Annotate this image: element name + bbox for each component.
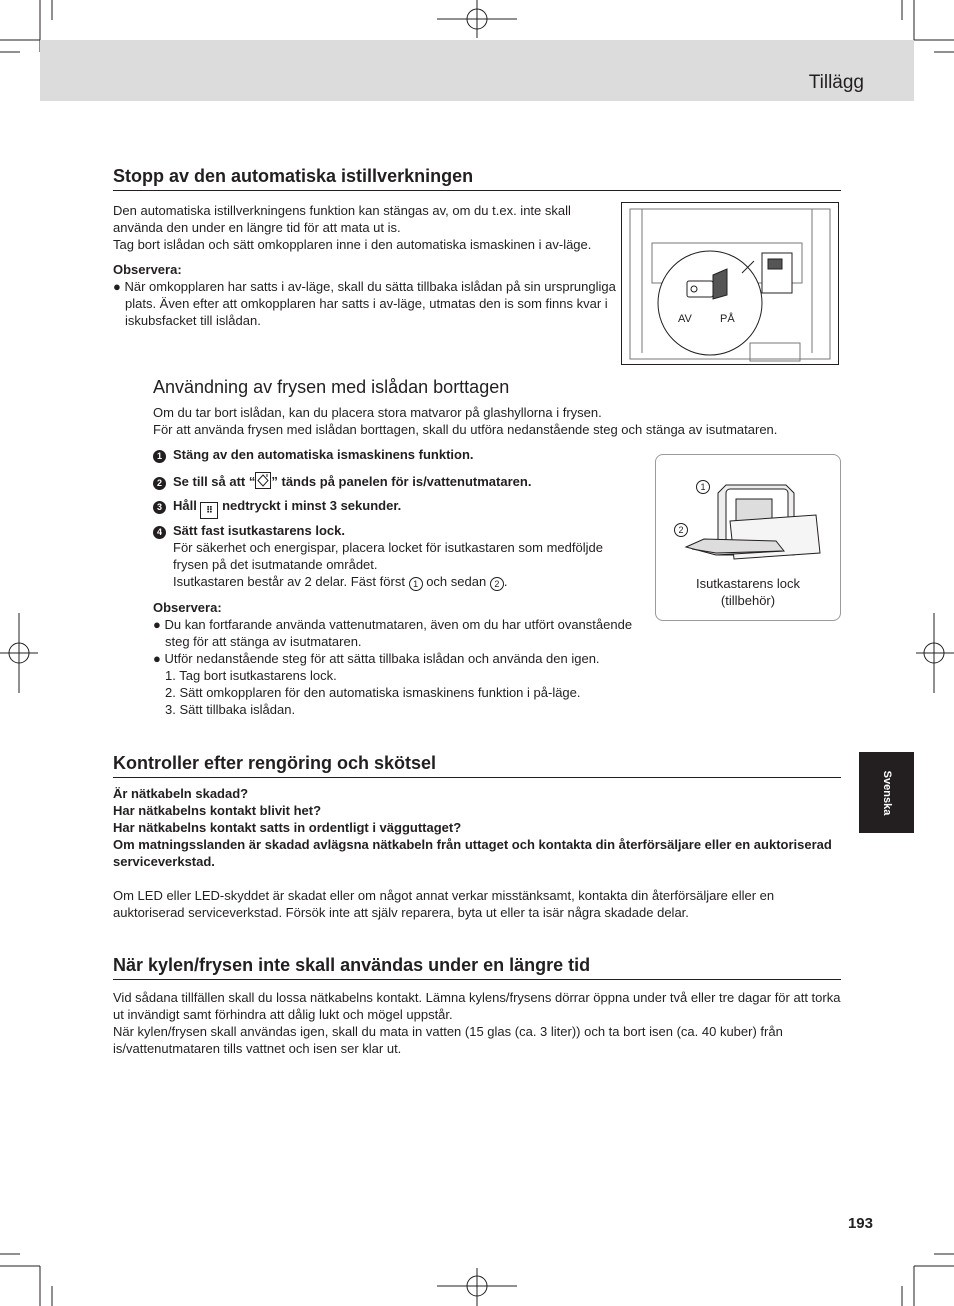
note-bullet: ● När omkopplaren har satts i av-läge, skall du sätta tillbaka islådan på sin ursprungliga plats. Även efter att omkopplaren har satts i av-läge, utmatas den is som finns kvar i iskubsfacket till islådan. <box>113 279 616 328</box>
step-1 <box>153 446 474 463</box>
section4-body <box>113 989 841 1057</box>
figure-caption <box>656 575 840 609</box>
figure-caption-line: (tillbehör) <box>720 593 776 608</box>
section2-paragraph: Om du tar bort islådan, kan du placera stora matvaror på glashyllorna i frysen. <box>153 405 602 420</box>
step-2 <box>153 472 531 490</box>
sub-step: 1. Tag bort isutkastarens lock. <box>165 668 337 683</box>
section1-paragraph: Tag bort islådan och sätt omkopplaren inne i den automatiska ismaskinen i av-läge. <box>113 237 592 252</box>
sub-step: 2. Sätt omkopplaren för den automatiska ismaskinens funktion i på-läge. <box>165 685 581 700</box>
figure-caption-line: Isutkastarens lock <box>695 576 801 591</box>
part-marker-2: 2 <box>490 577 504 591</box>
language-tab <box>859 752 914 833</box>
sub-step: 3. Sätt tillbaka islådan. <box>165 702 296 717</box>
ice-chute-cover-illustration <box>656 455 840 570</box>
step-title: Sätt fast isutkastarens lock. <box>173 523 345 538</box>
section1-paragraph: Den automatiska istillverkningens funktion kan stängas av, om du t.ex. inte skall använda den under en längre tid för att mata ut is. <box>113 203 571 235</box>
page-number: 193 <box>847 1215 873 1232</box>
section1-body <box>113 202 617 329</box>
lock-button-icon: ⠿ <box>200 502 218 519</box>
check-question: Har nätkabelns kontakt satts in ordentligt i vägguttaget? <box>113 820 462 835</box>
step-text: nedtryckt i minst 3 sekunder. <box>222 498 402 513</box>
step-detail-text: och sedan <box>426 574 487 589</box>
subsection-heading-freezer-without-icebox: Användning av frysen med islådan borttagen <box>153 377 510 397</box>
step-number: 4 <box>153 526 166 539</box>
ice-off-icon <box>255 472 271 489</box>
page-header-title: Tillägg <box>808 72 864 93</box>
step-detail-parts <box>153 573 623 591</box>
section4-paragraph: När kylen/frysen skall användas igen, skall du mata in vatten (15 glas (ca. 3 liter)) och ta bort isen (ca. 40 kuber) från is/vattenutmataren tills vattnet och isen ser klar ut. <box>113 1024 783 1056</box>
switch-on-label: PÅ <box>720 313 735 325</box>
section2-notes <box>153 599 653 718</box>
language-tab-label: Svenska <box>880 770 893 815</box>
section-heading-checks-after-cleaning: Kontroller efter rengöring och skötsel <box>113 753 841 778</box>
section3-paragraph: Om LED eller LED-skyddet är skadat eller om något annat verkar misstänksamt, kontakta din återförsäljare eller en auktoriserad serviceverkstad. Försök inte att själv reparera, byta ut eller ta isär några skadade delar. <box>113 888 775 920</box>
ice-chute-cover-figure <box>655 454 841 621</box>
note-label: Observera: <box>113 262 182 277</box>
step-text: Stäng av den automatiska ismaskinens funktion. <box>173 447 474 462</box>
step-detail-text: Isutkastaren består av 2 delar. Fäst först <box>173 574 405 589</box>
step-number: 2 <box>153 477 166 490</box>
icemaker-switch-figure <box>621 202 839 365</box>
section4-paragraph: Vid sådana tillfällen skall du lossa nätkabelns kontakt. Lämna kylens/frysens dörrar öppna under två eller tre dagar för att torka ut invändigt samt förhindra att dålig lukt och mögel uppstår. <box>113 990 841 1022</box>
step-text: Se till så att “ <box>173 474 256 489</box>
section2-paragraph: För att använda frysen med islådan borttagen, skall du utföra nedanstående steg och stänga av isutmataren. <box>153 422 778 437</box>
step-detail: För säkerhet och energispar, placera locket för isutkastaren som medföljde frysen på det isutmatande området. <box>173 540 603 572</box>
icemaker-switch-illustration <box>622 203 838 364</box>
note-bullet: ● Du kan fortfarande använda vattenutmataren, även om du har utfört ovanstående steg för att stänga av isutmataren. <box>153 617 633 649</box>
figure-marker-1: 1 <box>696 480 710 494</box>
section3-body <box>113 785 841 921</box>
step-4 <box>153 522 623 591</box>
step-number: 1 <box>153 450 166 463</box>
header-band <box>40 40 914 101</box>
step-text: ” tänds på panelen för is/vattenutmataren. <box>271 474 532 489</box>
step-detail-text: . <box>503 574 508 589</box>
step-number: 3 <box>153 501 166 514</box>
section-heading-stop-icemaker: Stopp av den automatiska istillverkningen <box>113 166 841 191</box>
check-question: Är nätkabeln skadad? <box>113 786 249 801</box>
note-label: Observera: <box>153 600 222 615</box>
step-text: Håll <box>173 498 197 513</box>
part-marker-1: 1 <box>409 577 423 591</box>
note-bullet: ● Utför nedanstående steg för att sätta tillbaka islådan och använda den igen. <box>153 651 600 666</box>
switch-off-label: AV <box>678 313 692 325</box>
figure-marker-2: 2 <box>674 523 688 537</box>
step-3 <box>153 497 401 519</box>
check-question: Har nätkabelns kontakt blivit het? <box>113 803 322 818</box>
section2-intro <box>153 404 853 438</box>
section-heading-long-term-storage: När kylen/frysen inte skall användas under en längre tid <box>113 955 841 980</box>
check-instruction: Om matningsslanden är skadad avlägsna nätkabeln från uttaget och kontakta din återförsäljare eller en auktoriserad serviceverkstad. <box>113 837 832 869</box>
